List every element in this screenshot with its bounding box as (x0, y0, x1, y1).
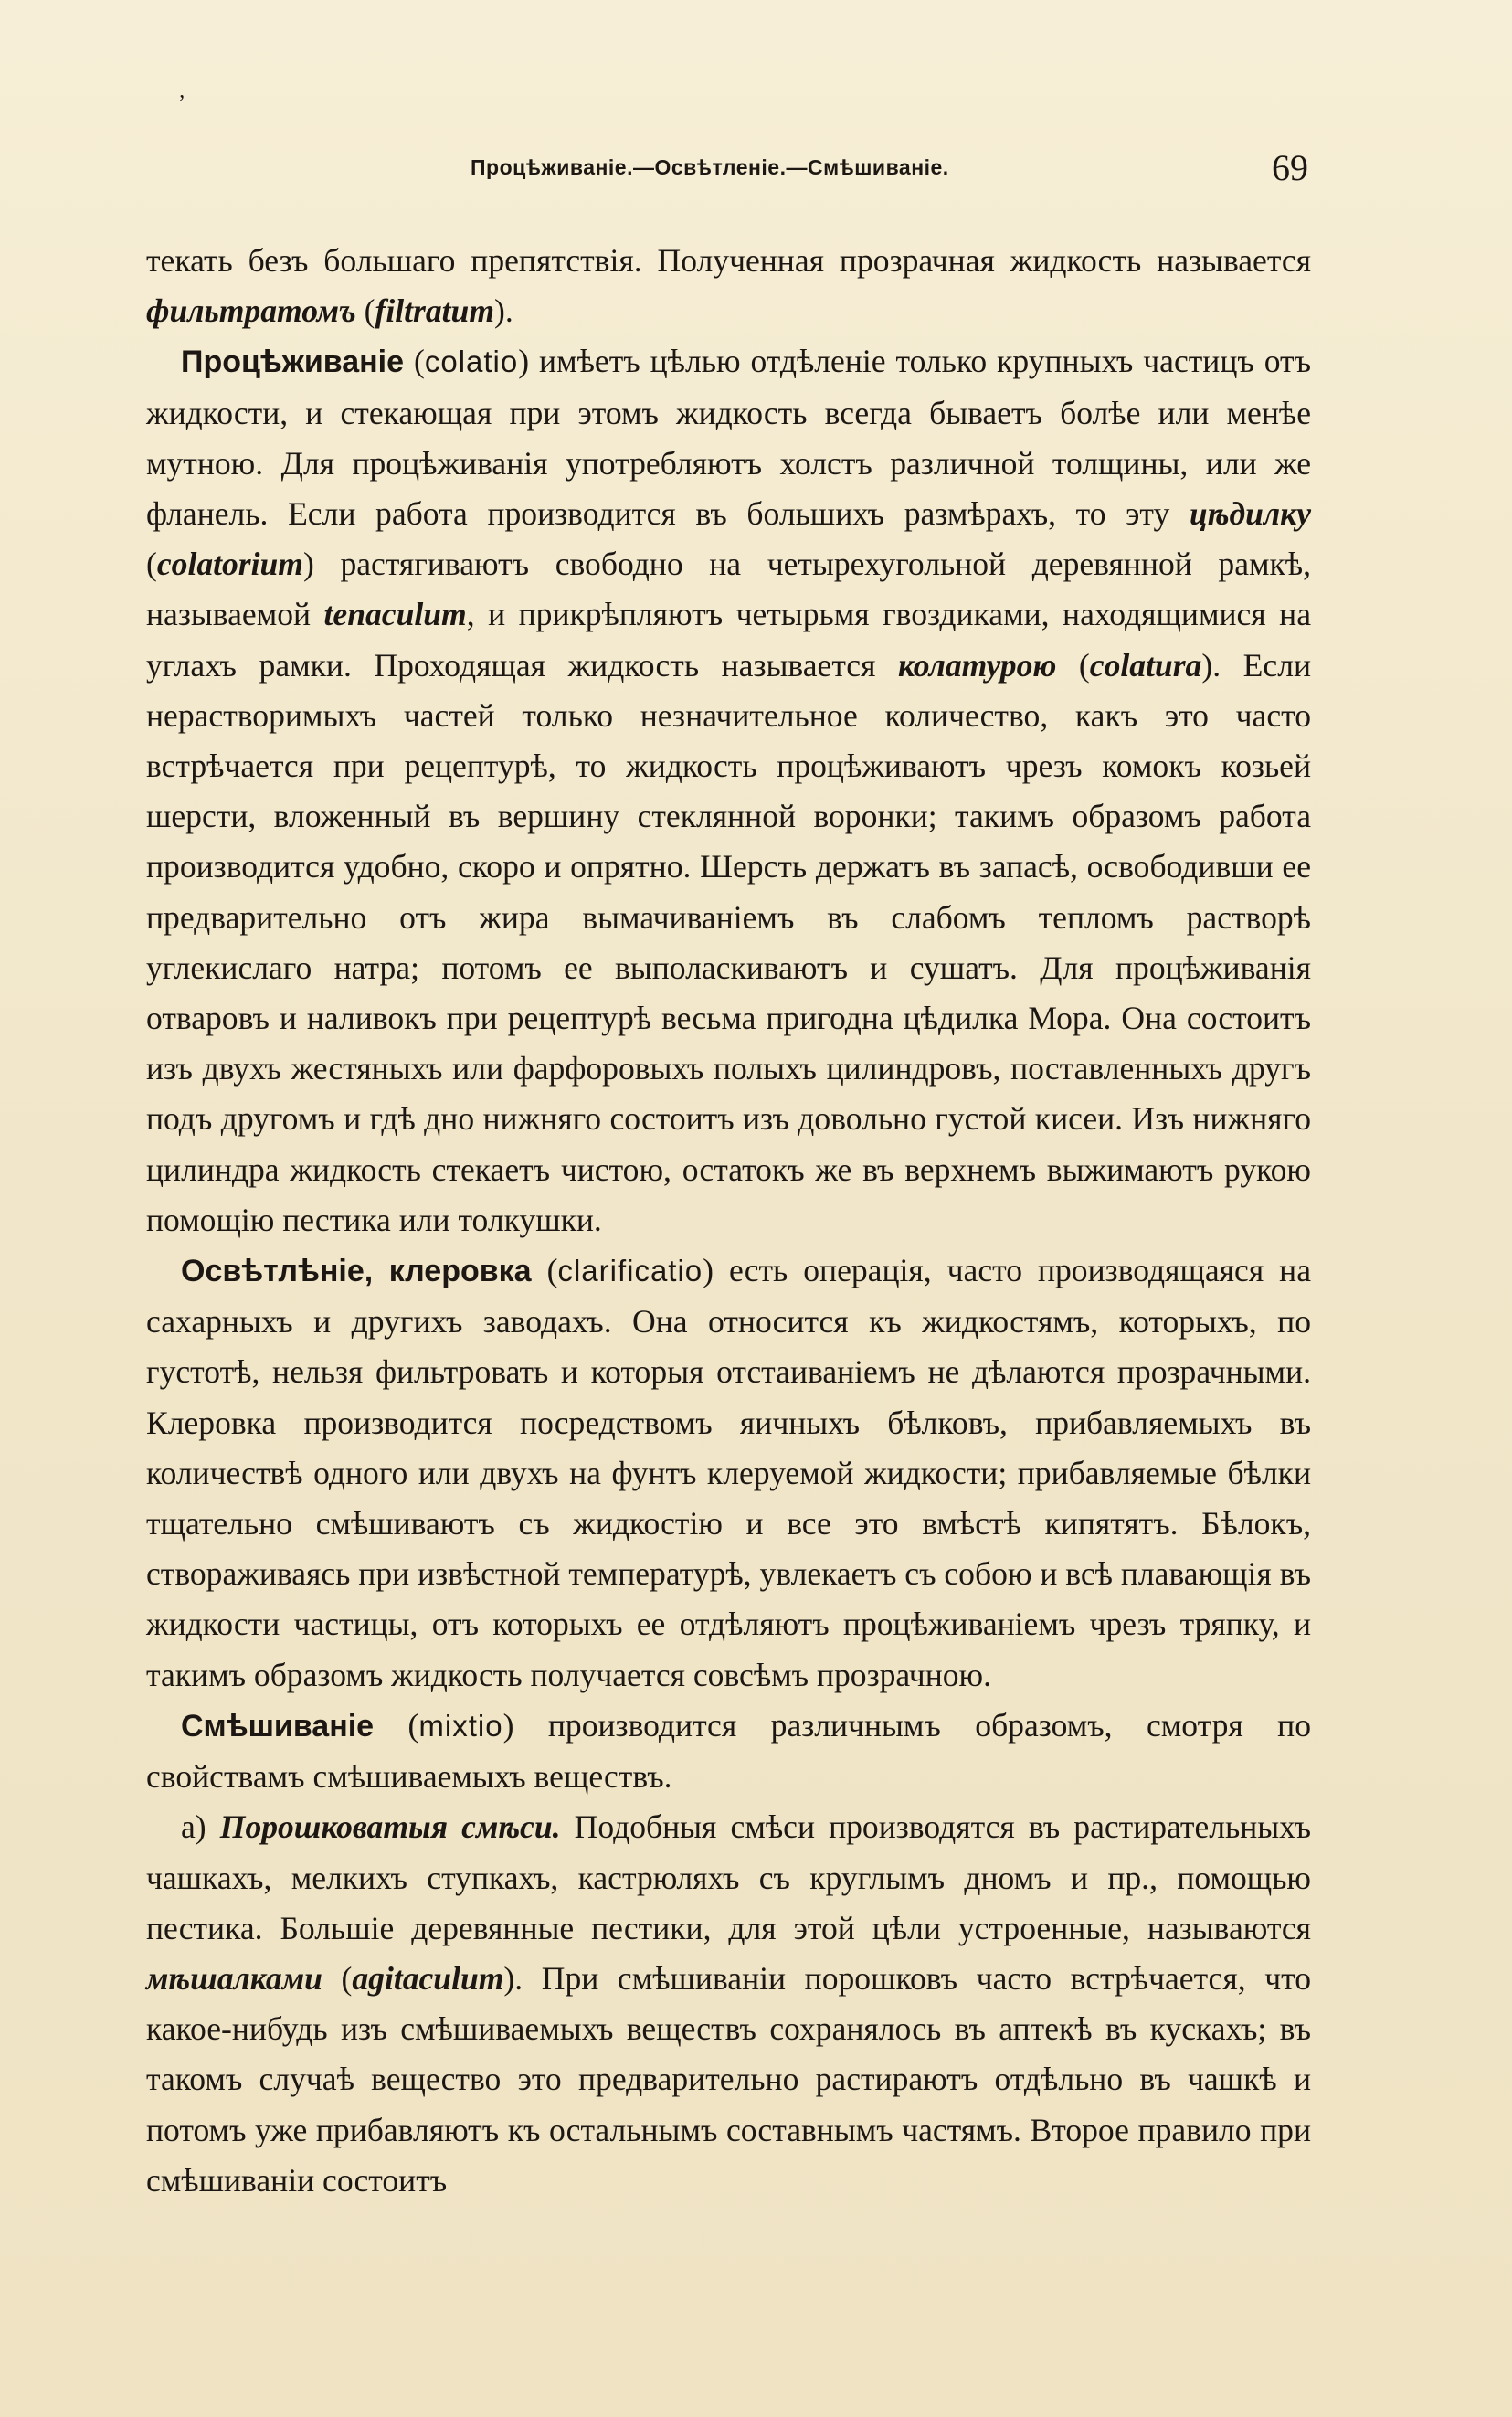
paragraph-2 (146, 336, 1311, 1246)
subsection-title: Порошковатыя смѣси. (219, 1808, 561, 1846)
text: ( (531, 1252, 558, 1289)
text: ) есть операція, часто производящаяся на сахарныхъ и другихъ заводахъ. Она относится къ жидкостямъ, которыхъ, по густотѣ, нельзя фильтровать и которыя отстаиваніемъ не дѣлаются прозрачными. Клеровка производится посредствомъ яичныхъ бѣлковъ, прибавляемыхъ въ количествѣ одного или двухъ на фунтъ клеруемой жидкости; прибавляемые бѣлки тщательно смѣшиваютъ съ жидкостію и все это вмѣстѣ кипятятъ. Бѣлокъ, створаживаясь при извѣстной температурѣ, увлекаетъ съ собою и всѣ плавающія въ жидкости частицы, отъ которыхъ ее отдѣляютъ процѣживаніемъ чрезъ тряпку, и такимъ образомъ жидкость получается совсѣмъ прозрачною. (146, 1252, 1312, 1693)
text: ). (494, 292, 513, 330)
text: ). Если нерастворимыхъ частей только незначительное количество, какъ это часто встрѣчается при рецептурѣ, то жидкость процѣживаютъ чрезъ комокъ козьей шерсти, вложенный въ вершину стеклянной воронки; такимъ образомъ работа производится удобно, скоро и опрятно. Шерсть держатъ въ запасѣ, освободивши ее предварительно отъ жира вымачиваніемъ въ слабомъ тепломъ растворѣ углекислаго натра; потомъ ее выполаскиваютъ и сушатъ. Для процѣживанія отваровъ и наливокъ при рецептурѣ весьма пригодна цѣдилка Мора. Она состоитъ изъ двухъ жестяныхъ или фарфоровыхъ полыхъ цилиндровъ, поставленныхъ другъ подъ другомъ и гдѣ дно нижняго состоитъ изъ довольно густой кисеи. Изъ нижняго цилиндра жидкость стекаетъ чистою, остатокъ же въ верхнемъ выжимаютъ рукою помощію пестика или толкушки. (146, 646, 1311, 1238)
text: ( (146, 546, 157, 583)
term: колатурою (898, 646, 1057, 684)
paragraph-3 (146, 1246, 1311, 1701)
paragraph-4 (146, 1701, 1311, 1802)
text: ( (374, 1706, 419, 1744)
latin-term: colatura (1089, 646, 1202, 684)
text: ). При смѣшиваніи порошковъ часто встрѣчается, что какое-нибудь изъ смѣшиваемыхъ веществъ сохранялось въ аптекѣ въ кускахъ; въ такомъ случаѣ вещество это предварительно растираютъ отдѣльно въ чашкѣ и потомъ уже прибавляютъ къ остальнымъ составнымъ частямъ. Второе правило при смѣшиваніи состоитъ (146, 1959, 1311, 2199)
text: ( (404, 343, 425, 380)
paragraph-5 (146, 1802, 1311, 2206)
text: ( (322, 1959, 353, 1997)
paragraph-1 (146, 236, 1311, 336)
latin-term: tenaculum (323, 596, 467, 633)
latin-term: colatio (424, 345, 519, 379)
latin-term: agitaculum (352, 1959, 504, 1997)
term: мѣшалками (146, 1959, 322, 1997)
section-keyword: Смѣшиваніе (181, 1708, 375, 1744)
margin-mark: ʼ (178, 91, 185, 115)
latin-term: colatorium (156, 546, 303, 583)
running-head: Процѣживаніе.—Освѣтленіе.—Смѣшиваніе. (471, 155, 949, 179)
latin-term: mixtio (418, 1708, 503, 1743)
term-filtrate: фильтратомъ (146, 292, 356, 330)
text: ( (355, 292, 375, 330)
text: ) имѣетъ цѣлью отдѣленіе только крупныхъ частицъ отъ жидкости, и стекающая при этомъ жидкость всегда бываетъ болѣе или менѣе мутною. Для процѣживанія употребляютъ холстъ различной толщины, или же фланель. Если работа производится въ большихъ размѣрахъ, то эту (146, 343, 1311, 533)
body-text (146, 236, 1311, 2206)
text: ) производится различнымъ образомъ, смотря по свойствамъ смѣшиваемыхъ веществъ. (146, 1706, 1312, 1796)
text: , и прикрѣпляютъ четырьмя гвоздиками, находящимися на углахъ рамки. Проходящая жидкость называется (146, 596, 1311, 684)
section-keyword: Процѣживаніе (181, 345, 405, 380)
text: текать безъ большаго препятствія. Полученная прозрачная жидкость называется (146, 242, 1311, 279)
latin-term: filtratum (375, 292, 495, 330)
latin-term: clarificatio (557, 1254, 703, 1288)
page-number: 69 (1272, 147, 1308, 188)
text: Подобныя смѣси производятся въ растирательныхъ чашкахъ, мелкихъ ступкахъ, кастрюляхъ съ круглымъ дномъ и пр., помощью пестика. Большіе деревянные пестики, для этой цѣли устроенные, называются (146, 1808, 1311, 1946)
list-marker: а) (181, 1808, 220, 1846)
text: ( (1056, 646, 1090, 684)
term: цѣдилку (1189, 495, 1311, 533)
text: ) растягиваютъ свободно на четырехугольной деревянной рамкѣ, называемой (146, 546, 1311, 633)
section-keyword: Освѣтлѣніе, клеровка (181, 1254, 532, 1289)
